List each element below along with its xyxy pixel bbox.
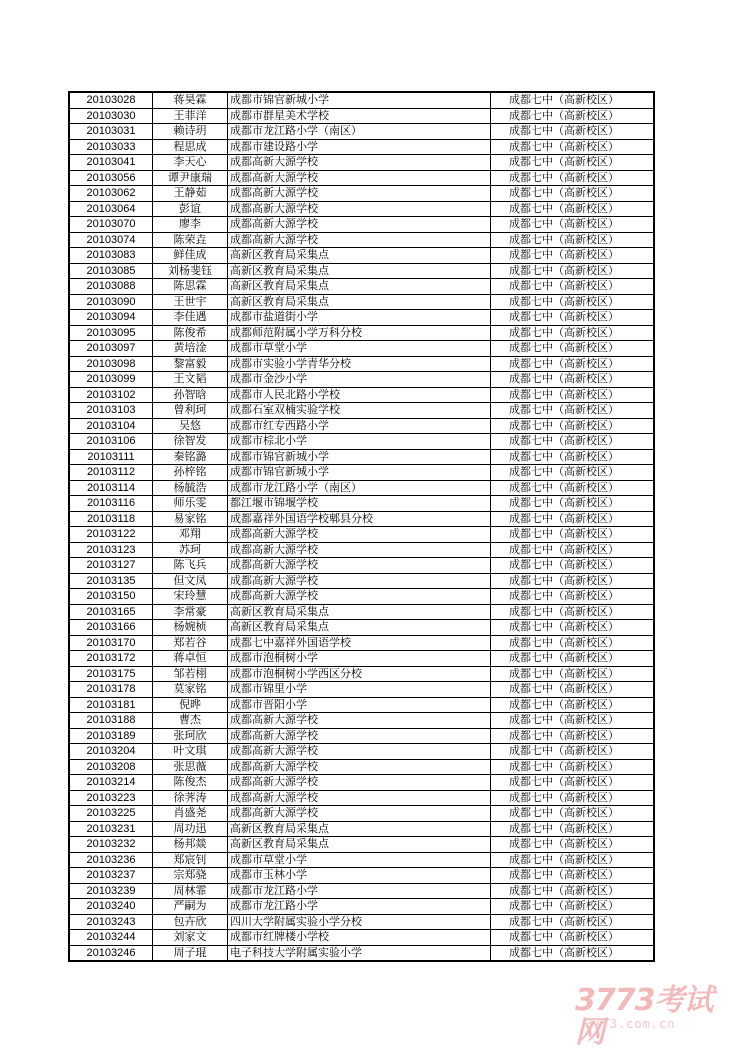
table-row (69, 620, 654, 636)
student-name-cell: 肖盛尧 (153, 806, 228, 822)
student-name-cell: 严嗣为 (153, 899, 228, 915)
student-id-cell: 20103064 (69, 201, 153, 217)
student-name-cell: 倪晔 (153, 697, 228, 713)
destination-school-cell: 成都七中（高新校区） (491, 697, 655, 713)
school-cell: 成都嘉祥外国语学校郫县分校 (228, 511, 491, 527)
student-id-cell: 20103225 (69, 806, 153, 822)
student-name-cell: 周林霏 (153, 883, 228, 899)
destination-school-cell: 成都七中（高新校区） (491, 852, 655, 868)
destination-school-cell: 成都七中（高新校区） (491, 279, 655, 295)
school-cell: 高新区教育局采集点 (228, 821, 491, 837)
student-name-cell: 蒋卓恒 (153, 651, 228, 667)
school-cell: 高新区教育局采集点 (228, 248, 491, 264)
student-id-cell: 20103056 (69, 170, 153, 186)
student-id-cell: 20103214 (69, 775, 153, 791)
student-id-cell: 20103122 (69, 527, 153, 543)
table-row (69, 480, 654, 496)
student-id-cell: 20103028 (69, 92, 153, 108)
student-name-cell: 鲜佳成 (153, 248, 228, 264)
table-row (69, 527, 654, 543)
student-name-cell: 彭谊 (153, 201, 228, 217)
destination-school-cell: 成都七中（高新校区） (491, 232, 655, 248)
student-name-cell: 邹若栩 (153, 666, 228, 682)
school-cell: 成都高新大源学校 (228, 170, 491, 186)
student-name-cell: 叶文琪 (153, 744, 228, 760)
admission-list-table (68, 91, 655, 962)
student-name-cell: 周子琨 (153, 945, 228, 961)
destination-school-cell: 成都七中（高新校区） (491, 201, 655, 217)
destination-school-cell: 成都七中（高新校区） (491, 728, 655, 744)
student-id-cell: 20103189 (69, 728, 153, 744)
destination-school-cell: 成都七中（高新校区） (491, 403, 655, 419)
student-id-cell: 20103104 (69, 418, 153, 434)
table-row (69, 372, 654, 388)
student-name-cell: 张思薇 (153, 759, 228, 775)
student-id-cell: 20103041 (69, 155, 153, 171)
table-row (69, 418, 654, 434)
student-name-cell: 张珂欣 (153, 728, 228, 744)
student-name-cell: 廖李 (153, 217, 228, 233)
student-name-cell: 赖诗玥 (153, 124, 228, 140)
school-cell: 成都石室双楠实验学校 (228, 403, 491, 419)
destination-school-cell: 成都七中（高新校区） (491, 682, 655, 698)
student-name-cell: 杨毓浩 (153, 480, 228, 496)
student-name-cell: 陈荣垚 (153, 232, 228, 248)
student-id-cell: 20103099 (69, 372, 153, 388)
destination-school-cell: 成都七中（高新校区） (491, 217, 655, 233)
table-row (69, 604, 654, 620)
school-cell: 成都市玉林小学 (228, 868, 491, 884)
student-id-cell: 20103111 (69, 449, 153, 465)
student-id-cell: 20103074 (69, 232, 153, 248)
student-id-cell: 20103033 (69, 139, 153, 155)
student-name-cell: 周功迅 (153, 821, 228, 837)
destination-school-cell: 成都七中（高新校区） (491, 139, 655, 155)
school-cell: 成都高新大源学校 (228, 217, 491, 233)
school-cell: 成都高新大源学校 (228, 201, 491, 217)
destination-school-cell: 成都七中（高新校区） (491, 511, 655, 527)
table-row (69, 217, 654, 233)
school-cell: 成都高新大源学校 (228, 542, 491, 558)
student-name-cell: 易家铭 (153, 511, 228, 527)
student-id-cell: 20103150 (69, 589, 153, 605)
school-cell: 成都市棕北小学 (228, 434, 491, 450)
student-id-cell: 20103237 (69, 868, 153, 884)
student-name-cell: 但文凤 (153, 573, 228, 589)
student-name-cell: 李常豪 (153, 604, 228, 620)
table-row (69, 387, 654, 403)
destination-school-cell: 成都七中（高新校区） (491, 775, 655, 791)
school-cell: 成都市草堂小学 (228, 852, 491, 868)
destination-school-cell: 成都七中（高新校区） (491, 604, 655, 620)
watermark-url-text: 3773.com.cn (585, 1017, 676, 1031)
table-row (69, 682, 654, 698)
student-name-cell: 谭尹康瑞 (153, 170, 228, 186)
school-cell: 成都高新大源学校 (228, 232, 491, 248)
school-cell: 成都高新大源学校 (228, 155, 491, 171)
student-name-cell: 包卉欣 (153, 914, 228, 930)
student-id-cell: 20103239 (69, 883, 153, 899)
table-row (69, 651, 654, 667)
student-name-cell: 刘杨斐钰 (153, 263, 228, 279)
destination-school-cell: 成都七中（高新校区） (491, 480, 655, 496)
student-name-cell: 郑宸钊 (153, 852, 228, 868)
student-id-cell: 20103175 (69, 666, 153, 682)
school-cell: 成都市锦里小学 (228, 682, 491, 698)
destination-school-cell: 成都七中（高新校区） (491, 356, 655, 372)
destination-school-cell: 成都七中（高新校区） (491, 945, 655, 961)
table-row (69, 124, 654, 140)
student-name-cell: 孙梓铭 (153, 465, 228, 481)
student-id-cell: 20103246 (69, 945, 153, 961)
student-id-cell: 20103098 (69, 356, 153, 372)
destination-school-cell: 成都七中（高新校区） (491, 542, 655, 558)
destination-school-cell: 成都七中（高新校区） (491, 341, 655, 357)
table-row (69, 713, 654, 729)
destination-school-cell: 成都七中（高新校区） (491, 449, 655, 465)
student-id-cell: 20103188 (69, 713, 153, 729)
destination-school-cell: 成都七中（高新校区） (491, 790, 655, 806)
table-row (69, 465, 654, 481)
destination-school-cell: 成都七中（高新校区） (491, 527, 655, 543)
school-cell: 成都市泡桐树小学 (228, 651, 491, 667)
school-cell: 成都高新大源学校 (228, 759, 491, 775)
table-row (69, 403, 654, 419)
student-name-cell: 杨邦燚 (153, 837, 228, 853)
destination-school-cell: 成都七中（高新校区） (491, 821, 655, 837)
student-name-cell: 王世宇 (153, 294, 228, 310)
student-id-cell: 20103102 (69, 387, 153, 403)
destination-school-cell: 成都七中（高新校区） (491, 635, 655, 651)
school-cell: 高新区教育局采集点 (228, 837, 491, 853)
student-id-cell: 20103240 (69, 899, 153, 915)
table-row (69, 806, 654, 822)
student-name-cell: 曹杰 (153, 713, 228, 729)
student-id-cell: 20103135 (69, 573, 153, 589)
school-cell: 成都高新大源学校 (228, 589, 491, 605)
student-id-cell: 20103231 (69, 821, 153, 837)
student-name-cell: 程思成 (153, 139, 228, 155)
destination-school-cell: 成都七中（高新校区） (491, 620, 655, 636)
table-row (69, 170, 654, 186)
table-row (69, 589, 654, 605)
student-name-cell: 黄培淦 (153, 341, 228, 357)
school-cell: 成都高新大源学校 (228, 573, 491, 589)
student-name-cell: 李天心 (153, 155, 228, 171)
destination-school-cell: 成都七中（高新校区） (491, 387, 655, 403)
school-cell: 高新区教育局采集点 (228, 294, 491, 310)
watermark-logo-text: 3773考试网 (575, 983, 713, 1050)
destination-school-cell: 成都七中（高新校区） (491, 124, 655, 140)
table-row (69, 759, 654, 775)
table-row (69, 310, 654, 326)
destination-school-cell: 成都七中（高新校区） (491, 325, 655, 341)
student-name-cell: 郑若谷 (153, 635, 228, 651)
table-row (69, 279, 654, 295)
student-id-cell: 20103083 (69, 248, 153, 264)
destination-school-cell: 成都七中（高新校区） (491, 170, 655, 186)
destination-school-cell: 成都七中（高新校区） (491, 558, 655, 574)
school-cell: 成都市草堂小学 (228, 341, 491, 357)
destination-school-cell: 成都七中（高新校区） (491, 310, 655, 326)
school-cell: 成都市锦官新城小学 (228, 465, 491, 481)
school-cell: 成都市群星美术学校 (228, 108, 491, 124)
student-id-cell: 20103070 (69, 217, 153, 233)
school-cell: 高新区教育局采集点 (228, 620, 491, 636)
student-id-cell: 20103062 (69, 186, 153, 202)
school-cell: 成都高新大源学校 (228, 527, 491, 543)
table-row (69, 139, 654, 155)
student-id-cell: 20103094 (69, 310, 153, 326)
table-row (69, 945, 654, 961)
student-id-cell: 20103223 (69, 790, 153, 806)
student-name-cell: 黎富毅 (153, 356, 228, 372)
student-name-cell: 杨婉桢 (153, 620, 228, 636)
school-cell: 电子科技大学附属实验小学 (228, 945, 491, 961)
destination-school-cell: 成都七中（高新校区） (491, 883, 655, 899)
school-cell: 成都市锦官新城小学 (228, 92, 491, 108)
school-cell: 成都高新大源学校 (228, 790, 491, 806)
student-name-cell: 陈思霖 (153, 279, 228, 295)
student-id-cell: 20103088 (69, 279, 153, 295)
table-row (69, 155, 654, 171)
student-name-cell: 孙智晗 (153, 387, 228, 403)
destination-school-cell: 成都七中（高新校区） (491, 713, 655, 729)
student-name-cell: 邓翔 (153, 527, 228, 543)
table-row (69, 542, 654, 558)
table-row (69, 201, 654, 217)
student-id-cell: 20103103 (69, 403, 153, 419)
table-row (69, 434, 654, 450)
student-name-cell: 陈俊希 (153, 325, 228, 341)
table-row (69, 899, 654, 915)
destination-school-cell: 成都七中（高新校区） (491, 418, 655, 434)
table-row (69, 108, 654, 124)
student-name-cell: 徐智发 (153, 434, 228, 450)
table-row (69, 837, 654, 853)
destination-school-cell: 成都七中（高新校区） (491, 496, 655, 512)
destination-school-cell: 成都七中（高新校区） (491, 837, 655, 853)
school-cell: 成都市泡桐树小学西区分校 (228, 666, 491, 682)
student-name-cell: 莫家铭 (153, 682, 228, 698)
table-row (69, 635, 654, 651)
school-cell: 四川大学附属实验小学分校 (228, 914, 491, 930)
table-row (69, 697, 654, 713)
table-row (69, 744, 654, 760)
table-row (69, 883, 654, 899)
student-id-cell: 20103118 (69, 511, 153, 527)
table-row (69, 294, 654, 310)
table-row (69, 248, 654, 264)
destination-school-cell: 成都七中（高新校区） (491, 930, 655, 946)
school-cell: 成都师范附属小学万科分校 (228, 325, 491, 341)
table-row (69, 341, 654, 357)
destination-school-cell: 成都七中（高新校区） (491, 186, 655, 202)
table-row (69, 263, 654, 279)
destination-school-cell: 成都七中（高新校区） (491, 868, 655, 884)
student-id-cell: 20103112 (69, 465, 153, 481)
student-name-cell: 师乐雯 (153, 496, 228, 512)
table-row (69, 868, 654, 884)
school-cell: 成都市人民北路小学校 (228, 387, 491, 403)
student-name-cell: 吴悠 (153, 418, 228, 434)
table-row (69, 449, 654, 465)
destination-school-cell: 成都七中（高新校区） (491, 806, 655, 822)
destination-school-cell: 成都七中（高新校区） (491, 108, 655, 124)
student-id-cell: 20103172 (69, 651, 153, 667)
student-id-cell: 20103106 (69, 434, 153, 450)
table-row (69, 666, 654, 682)
table-row (69, 325, 654, 341)
table-row (69, 821, 654, 837)
destination-school-cell: 成都七中（高新校区） (491, 666, 655, 682)
student-id-cell: 20103236 (69, 852, 153, 868)
student-name-cell: 王文韬 (153, 372, 228, 388)
student-name-cell: 宗郑骁 (153, 868, 228, 884)
table-row (69, 775, 654, 791)
table-row (69, 232, 654, 248)
school-cell: 成都市龙江路小学 (228, 883, 491, 899)
student-name-cell: 陈飞兵 (153, 558, 228, 574)
destination-school-cell: 成都七中（高新校区） (491, 573, 655, 589)
table-row (69, 92, 654, 108)
student-id-cell: 20103165 (69, 604, 153, 620)
school-cell: 高新区教育局采集点 (228, 604, 491, 620)
school-cell: 成都市龙江路小学（南区） (228, 124, 491, 140)
school-cell: 都江堰市锦堰学校 (228, 496, 491, 512)
school-cell: 成都高新大源学校 (228, 728, 491, 744)
school-cell: 成都市龙江路小学（南区） (228, 480, 491, 496)
table-row (69, 852, 654, 868)
school-cell: 高新区教育局采集点 (228, 279, 491, 295)
student-name-cell: 刘家文 (153, 930, 228, 946)
table-row (69, 511, 654, 527)
school-cell: 成都高新大源学校 (228, 806, 491, 822)
student-id-cell: 20103116 (69, 496, 153, 512)
student-name-cell: 蒋昊霖 (153, 92, 228, 108)
student-id-cell: 20103232 (69, 837, 153, 853)
student-name-cell: 秦铭潞 (153, 449, 228, 465)
school-cell: 成都高新大源学校 (228, 744, 491, 760)
student-id-cell: 20103127 (69, 558, 153, 574)
table-row (69, 728, 654, 744)
table-row (69, 930, 654, 946)
school-cell: 成都市盐道街小学 (228, 310, 491, 326)
site-watermark (575, 983, 735, 1050)
table-row (69, 914, 654, 930)
student-id-cell: 20103114 (69, 480, 153, 496)
table-row (69, 186, 654, 202)
student-id-cell: 20103097 (69, 341, 153, 357)
school-cell: 成都高新大源学校 (228, 775, 491, 791)
student-id-cell: 20103123 (69, 542, 153, 558)
student-id-cell: 20103243 (69, 914, 153, 930)
table-row (69, 356, 654, 372)
destination-school-cell: 成都七中（高新校区） (491, 914, 655, 930)
destination-school-cell: 成都七中（高新校区） (491, 294, 655, 310)
student-name-cell: 王菲洋 (153, 108, 228, 124)
student-id-cell: 20103085 (69, 263, 153, 279)
student-id-cell: 20103244 (69, 930, 153, 946)
student-id-cell: 20103095 (69, 325, 153, 341)
school-cell: 成都市锦官新城小学 (228, 449, 491, 465)
destination-school-cell: 成都七中（高新校区） (491, 899, 655, 915)
school-cell: 成都市龙江路小学 (228, 899, 491, 915)
student-id-cell: 20103178 (69, 682, 153, 698)
destination-school-cell: 成都七中（高新校区） (491, 744, 655, 760)
student-name-cell: 陈俊杰 (153, 775, 228, 791)
school-cell: 高新区教育局采集点 (228, 263, 491, 279)
destination-school-cell: 成都七中（高新校区） (491, 651, 655, 667)
table-row (69, 558, 654, 574)
school-cell: 成都市建设路小学 (228, 139, 491, 155)
destination-school-cell: 成都七中（高新校区） (491, 759, 655, 775)
student-id-cell: 20103031 (69, 124, 153, 140)
destination-school-cell: 成都七中（高新校区） (491, 155, 655, 171)
school-cell: 成都市金沙小学 (228, 372, 491, 388)
school-cell: 成都高新大源学校 (228, 186, 491, 202)
student-id-cell: 20103170 (69, 635, 153, 651)
table-row (69, 790, 654, 806)
table-row (69, 496, 654, 512)
student-id-cell: 20103208 (69, 759, 153, 775)
student-name-cell: 李佳遇 (153, 310, 228, 326)
student-name-cell: 王静茹 (153, 186, 228, 202)
student-id-cell: 20103090 (69, 294, 153, 310)
school-cell: 成都高新大源学校 (228, 713, 491, 729)
destination-school-cell: 成都七中（高新校区） (491, 589, 655, 605)
destination-school-cell: 成都七中（高新校区） (491, 465, 655, 481)
student-id-cell: 20103181 (69, 697, 153, 713)
school-cell: 成都市晋阳小学 (228, 697, 491, 713)
school-cell: 成都市红专西路小学 (228, 418, 491, 434)
student-name-cell: 徐荠涛 (153, 790, 228, 806)
school-cell: 成都七中嘉祥外国语学校 (228, 635, 491, 651)
destination-school-cell: 成都七中（高新校区） (491, 263, 655, 279)
student-id-cell: 20103204 (69, 744, 153, 760)
school-cell: 成都市实验小学青华分校 (228, 356, 491, 372)
student-id-cell: 20103166 (69, 620, 153, 636)
table-row (69, 573, 654, 589)
destination-school-cell: 成都七中（高新校区） (491, 372, 655, 388)
student-id-cell: 20103030 (69, 108, 153, 124)
student-name-cell: 苏珂 (153, 542, 228, 558)
student-name-cell: 宋玲慧 (153, 589, 228, 605)
destination-school-cell: 成都七中（高新校区） (491, 92, 655, 108)
school-cell: 成都市红牌楼小学校 (228, 930, 491, 946)
student-name-cell: 曾利珂 (153, 403, 228, 419)
school-cell: 成都高新大源学校 (228, 558, 491, 574)
destination-school-cell: 成都七中（高新校区） (491, 434, 655, 450)
admission-list-body (69, 92, 654, 961)
destination-school-cell: 成都七中（高新校区） (491, 248, 655, 264)
